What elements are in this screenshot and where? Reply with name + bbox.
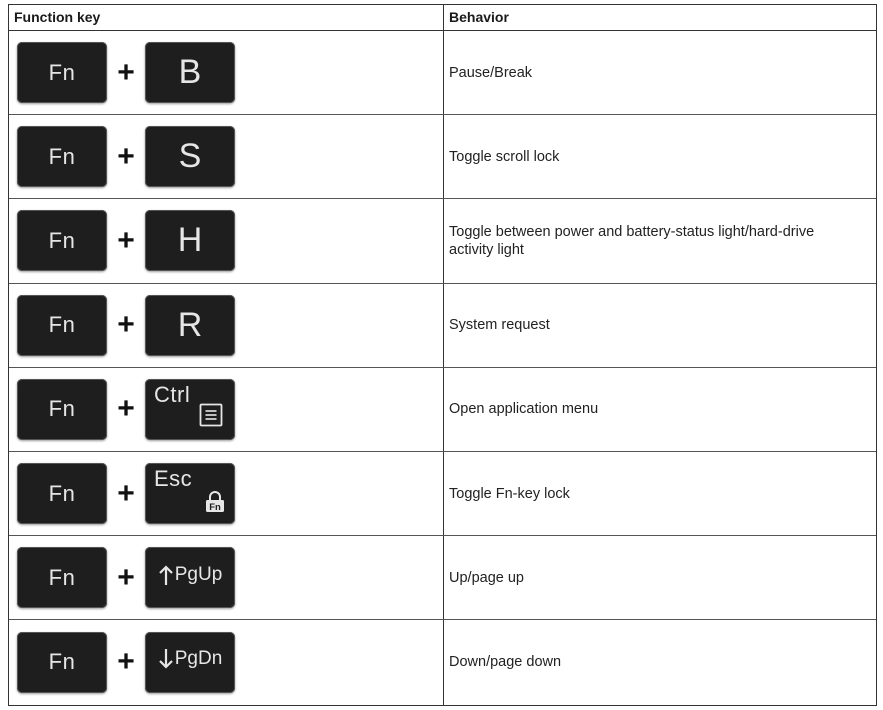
table-row bbox=[9, 368, 876, 452]
fn-key bbox=[17, 210, 107, 271]
fn-key bbox=[17, 379, 107, 440]
behavior-text: Toggle between power and battery-status light/hard-drive activity light bbox=[449, 223, 815, 258]
fn-key-label: Fn bbox=[48, 396, 76, 422]
behavior-cell bbox=[444, 536, 876, 619]
plus-symbol: + bbox=[117, 139, 135, 173]
fn-key-label: Fn bbox=[48, 564, 76, 590]
fn-key-label: Fn bbox=[48, 143, 76, 169]
function-key-cell bbox=[9, 31, 444, 114]
plus-symbol: + bbox=[117, 560, 135, 594]
arrow-down-icon bbox=[158, 648, 174, 670]
function-key-table bbox=[8, 4, 877, 706]
table-header-row bbox=[9, 5, 876, 31]
menu-icon bbox=[199, 403, 223, 432]
plus-symbol: + bbox=[117, 392, 135, 426]
key-combo bbox=[9, 620, 443, 704]
key-combo bbox=[9, 115, 443, 198]
fn-key bbox=[17, 126, 107, 187]
header-behavior: Behavior bbox=[449, 9, 509, 25]
behavior-text: Down/page down bbox=[449, 654, 562, 671]
function-key-cell bbox=[9, 115, 444, 198]
fn-key bbox=[17, 295, 107, 356]
table-row bbox=[9, 536, 876, 620]
plus-symbol: + bbox=[117, 308, 135, 342]
plus-symbol: + bbox=[117, 223, 135, 257]
plus-symbol: + bbox=[117, 476, 135, 510]
fn-key-label: Fn bbox=[48, 480, 76, 506]
behavior-cell bbox=[444, 620, 876, 704]
key-r bbox=[145, 295, 235, 356]
function-key-cell bbox=[9, 199, 444, 282]
behavior-text: System request bbox=[449, 317, 550, 334]
behavior-text: Up/page up bbox=[449, 569, 524, 586]
key-pgdn bbox=[145, 632, 235, 693]
table-row bbox=[9, 620, 876, 704]
key-combo bbox=[9, 199, 443, 282]
function-key-cell bbox=[9, 368, 444, 451]
table-row bbox=[9, 452, 876, 536]
key-pgup bbox=[145, 547, 235, 608]
key-s bbox=[145, 126, 235, 187]
key-ctrl bbox=[145, 379, 235, 440]
fn-key bbox=[17, 463, 107, 524]
behavior-cell bbox=[444, 31, 876, 114]
key-esc bbox=[145, 463, 235, 524]
key-label: B bbox=[178, 53, 202, 92]
fn-key-label: Fn bbox=[48, 312, 76, 338]
behavior-cell bbox=[444, 199, 876, 282]
behavior-cell bbox=[444, 284, 876, 367]
table-row bbox=[9, 284, 876, 368]
arrow-up-icon bbox=[158, 564, 174, 586]
function-key-cell bbox=[9, 452, 444, 535]
function-key-cell bbox=[9, 536, 444, 619]
plus-symbol: + bbox=[117, 645, 135, 679]
table-row bbox=[9, 199, 876, 283]
key-label: R bbox=[177, 305, 203, 344]
fn-key bbox=[17, 42, 107, 103]
fn-lock-icon-text: Fn bbox=[209, 502, 221, 514]
behavior-text: Open application menu bbox=[449, 401, 599, 418]
behavior-cell bbox=[444, 115, 876, 198]
behavior-text: Pause/Break bbox=[449, 64, 533, 81]
fn-key-label: Fn bbox=[48, 227, 76, 253]
function-key-cell bbox=[9, 620, 444, 704]
function-key-cell bbox=[9, 284, 444, 367]
behavior-cell bbox=[444, 452, 876, 535]
key-combo bbox=[9, 31, 443, 114]
key-label: PgUp bbox=[174, 563, 223, 585]
fn-key bbox=[17, 632, 107, 693]
key-label: Ctrl bbox=[154, 381, 191, 407]
plus-symbol: + bbox=[117, 55, 135, 89]
key-b bbox=[145, 42, 235, 103]
table-row bbox=[9, 115, 876, 199]
key-label: S bbox=[178, 137, 202, 176]
key-combo bbox=[9, 452, 443, 535]
behavior-text: Toggle Fn-key lock bbox=[449, 485, 570, 502]
fn-key-label: Fn bbox=[48, 59, 76, 85]
key-label: H bbox=[177, 221, 203, 260]
key-combo bbox=[9, 284, 443, 367]
key-h bbox=[145, 210, 235, 271]
fn-lock-icon bbox=[205, 491, 225, 518]
key-combo bbox=[9, 536, 443, 619]
behavior-cell bbox=[444, 368, 876, 451]
header-function-key: Function key bbox=[9, 5, 444, 30]
key-label: PgDn bbox=[174, 648, 223, 670]
fn-key-label: Fn bbox=[48, 649, 76, 675]
key-label: Esc bbox=[154, 466, 193, 492]
table-row bbox=[9, 31, 876, 115]
behavior-text: Toggle scroll lock bbox=[449, 148, 560, 165]
key-combo bbox=[9, 368, 443, 451]
fn-key bbox=[17, 547, 107, 608]
